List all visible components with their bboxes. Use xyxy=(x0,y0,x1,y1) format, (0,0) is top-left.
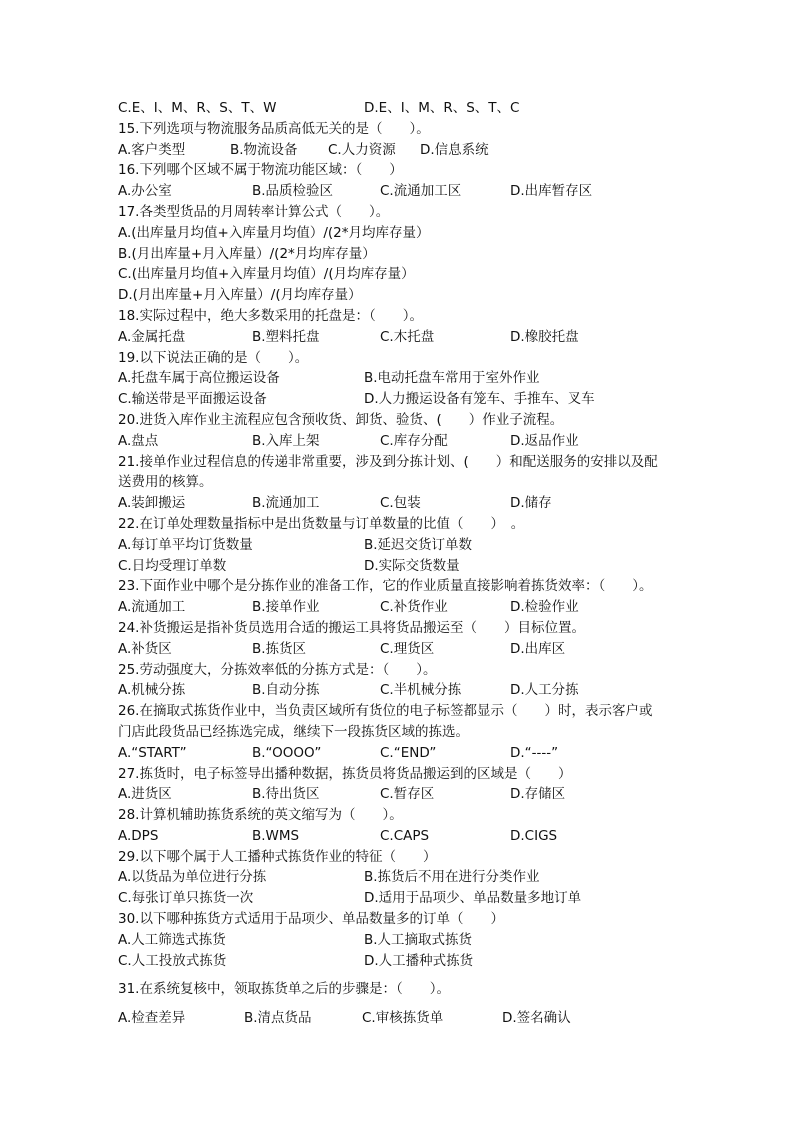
answer-option: C.每张订单只拣货一次 xyxy=(118,890,254,907)
question-text: 19.以下说法正确的是（ ）。 xyxy=(118,349,309,366)
answer-option: C.流通加工区 xyxy=(380,183,462,200)
answer-option: A.办公室 xyxy=(118,183,172,200)
answer-option: B.清点货品 xyxy=(244,1010,312,1027)
option-row xyxy=(118,930,688,951)
answer-option: A.流通加工 xyxy=(118,599,186,616)
answer-option: A.DPS xyxy=(118,827,159,844)
answer-option: B.延迟交货订单数 xyxy=(364,536,473,553)
answer-option: A.客户类型 xyxy=(118,141,186,158)
answer-option: B.品质检验区 xyxy=(252,183,334,200)
answer-option: A.金属托盘 xyxy=(118,328,186,345)
answer-option: B.待出货区 xyxy=(252,786,320,803)
question-text: 31.在系统复核中，领取拣货单之后的步骤是：（ ）。 xyxy=(118,981,450,998)
option-row xyxy=(118,535,688,556)
question-text: 26.在摘取式拣货作业中，当负责区域所有货位的电子标签都显示（ ）时，表示客户或 xyxy=(118,703,653,720)
answer-option: C.暂存区 xyxy=(380,786,435,803)
answer-option: B.物流设备 xyxy=(230,141,298,158)
answer-option: D.CIGS xyxy=(510,827,558,844)
answer-option: B.接单作业 xyxy=(252,599,320,616)
question-text: B.(月出库量+月入库量）/(2*月均库存量） xyxy=(118,245,376,262)
question-text: 23.下面作业中哪个是分拣作业的准备工作，它的作业质量直接影响着拣货效率：（ ）。 xyxy=(118,578,653,595)
option-row xyxy=(118,493,688,514)
answer-option: C.木托盘 xyxy=(380,328,435,345)
answer-option: B.流通加工 xyxy=(252,495,320,512)
question-text: 门店此段货品已经拣选完成，继续下一段拣货区域的拣选。 xyxy=(118,723,469,740)
answer-option: C.输送带是平面搬运设备 xyxy=(118,391,267,408)
answer-option: C.半机械分拣 xyxy=(380,682,462,699)
question-text: 21.接单作业过程信息的传递非常重要，涉及到分拣计划、( ）和配送服务的安排以及配 xyxy=(118,453,658,470)
answer-option: C.人工投放式拣货 xyxy=(118,952,227,969)
answer-option: B.入库上架 xyxy=(252,432,320,449)
answer-option: B.塑料托盘 xyxy=(252,328,320,345)
question-text: 25.劳动强度大，分拣效率低的分拣方式是：（ ）。 xyxy=(118,661,437,678)
answer-option: C.补货作业 xyxy=(380,599,448,616)
option-row xyxy=(118,181,688,202)
answer-option: D.储存 xyxy=(510,495,552,512)
answer-option: A.托盘车属于高位搬运设备 xyxy=(118,370,280,387)
option-row xyxy=(118,888,688,909)
answer-option: D.出库区 xyxy=(510,640,566,657)
option-row xyxy=(118,743,688,764)
question-text: C.(出库量月均值+入库量月均值）/(月均库存量） xyxy=(118,266,415,283)
question-text: 20.进货入库作业主流程应包含预收货、卸货、验货、( ）作业子流程。 xyxy=(118,411,564,428)
answer-option: D.E、I、M、R、S、T、C xyxy=(364,100,520,116)
question-text: 送费用的核算。 xyxy=(118,474,213,491)
question-text: A.(出库量月均值+入库量月均值）/(2*月均库存量） xyxy=(118,224,430,241)
option-row xyxy=(118,867,688,888)
option-row xyxy=(118,368,688,389)
answer-option: D.检验作业 xyxy=(510,599,579,616)
option-row xyxy=(118,140,688,161)
question-text: 16.下列哪个区域不属于物流功能区域：（ ） xyxy=(118,162,403,179)
answer-option: C.人力资源 xyxy=(328,141,396,158)
answer-option: D.人工分拣 xyxy=(510,682,579,699)
answer-option: D.实际交货数量 xyxy=(364,557,460,574)
answer-option: D.返品作业 xyxy=(510,432,579,449)
answer-option: A.检查差异 xyxy=(118,1010,186,1027)
option-row xyxy=(118,327,688,348)
answer-option: A.补货区 xyxy=(118,640,172,657)
answer-option: D.人力搬运设备有笼车、手推车、叉车 xyxy=(364,391,595,408)
answer-option: A.每订单平均订货数量 xyxy=(118,536,253,553)
option-row xyxy=(118,98,688,119)
answer-option: B.拣货后不用在进行分类作业 xyxy=(364,869,540,886)
answer-option: D.橡胶托盘 xyxy=(510,328,579,345)
answer-option: B.自动分拣 xyxy=(252,682,320,699)
answer-option: A.人工筛选式拣货 xyxy=(118,931,226,948)
answer-option: C.日均受理订单数 xyxy=(118,557,227,574)
answer-option: A.以货品为单位进行分拣 xyxy=(118,869,267,886)
question-list xyxy=(118,98,688,1029)
answer-option: C.理货区 xyxy=(380,640,435,657)
option-row xyxy=(118,431,688,452)
answer-option: B.电动托盘车常用于室外作业 xyxy=(364,370,540,387)
question-text: 28.计算机辅助拣货系统的英文缩写为（ ）。 xyxy=(118,807,403,824)
answer-option: C.包装 xyxy=(380,495,421,512)
answer-option: C.“END” xyxy=(380,744,437,761)
option-row xyxy=(118,784,688,805)
option-row xyxy=(118,826,688,847)
question-text: 17.各类型货品的月周转率计算公式（ ）。 xyxy=(118,203,390,220)
answer-option: D.人工播种式拣货 xyxy=(364,952,474,969)
question-text: D.(月出库量+月入库量）/(月均库存量） xyxy=(118,287,362,304)
answer-option: D.信息系统 xyxy=(420,141,489,158)
answer-option: A.盘点 xyxy=(118,432,159,449)
answer-option: D.存储区 xyxy=(510,786,566,803)
option-row xyxy=(118,389,688,410)
answer-option: C.E、I、M、R、S、T、W xyxy=(118,100,277,116)
question-text: 24.补货搬运是指补货员选用合适的搬运工具将货品搬运至（ ）目标位置。 xyxy=(118,619,585,636)
option-row xyxy=(118,556,688,577)
answer-option: B.人工摘取式拣货 xyxy=(364,931,473,948)
answer-option: B.“OOOO” xyxy=(252,744,322,761)
answer-option: A.进货区 xyxy=(118,786,172,803)
answer-option: C.审核拣货单 xyxy=(362,1010,444,1027)
answer-option: B.WMS xyxy=(252,827,300,844)
answer-option: D.签名确认 xyxy=(502,1010,571,1027)
option-row xyxy=(118,639,688,660)
option-row xyxy=(118,597,688,618)
option-row xyxy=(118,951,688,972)
option-row xyxy=(118,1008,688,1029)
answer-option: C.库存分配 xyxy=(380,432,448,449)
answer-option: A.装卸搬运 xyxy=(118,495,186,512)
answer-option: D.“----” xyxy=(510,744,559,761)
question-text: 15.下列选项与物流服务品质高低无关的是（ ）。 xyxy=(118,120,430,137)
answer-option: B.拣货区 xyxy=(252,640,307,657)
question-text: 22.在订单处理数量指标中是出货数量与订单数量的比值（ ） 。 xyxy=(118,515,525,532)
question-text: 30.以下哪种拣货方式适用于品项少、单品数量多的订单（ ） xyxy=(118,911,504,928)
question-text: 29.以下哪个属于人工播种式拣货作业的特征（ ） xyxy=(118,848,437,865)
answer-option: D.出库暂存区 xyxy=(510,183,593,200)
answer-option: C.CAPS xyxy=(380,827,430,844)
answer-option: A.“START” xyxy=(118,744,187,761)
option-row xyxy=(118,680,688,701)
question-text: 27.拣货时，电子标签导出播种数据，拣货员将货品搬运到的区域是（ ） xyxy=(118,765,572,782)
answer-option: D.适用于品项少、单品数量多地订单 xyxy=(364,890,582,907)
answer-option: A.机械分拣 xyxy=(118,682,186,699)
question-text: 18.实际过程中，绝大多数采用的托盘是：（ ）。 xyxy=(118,307,423,324)
